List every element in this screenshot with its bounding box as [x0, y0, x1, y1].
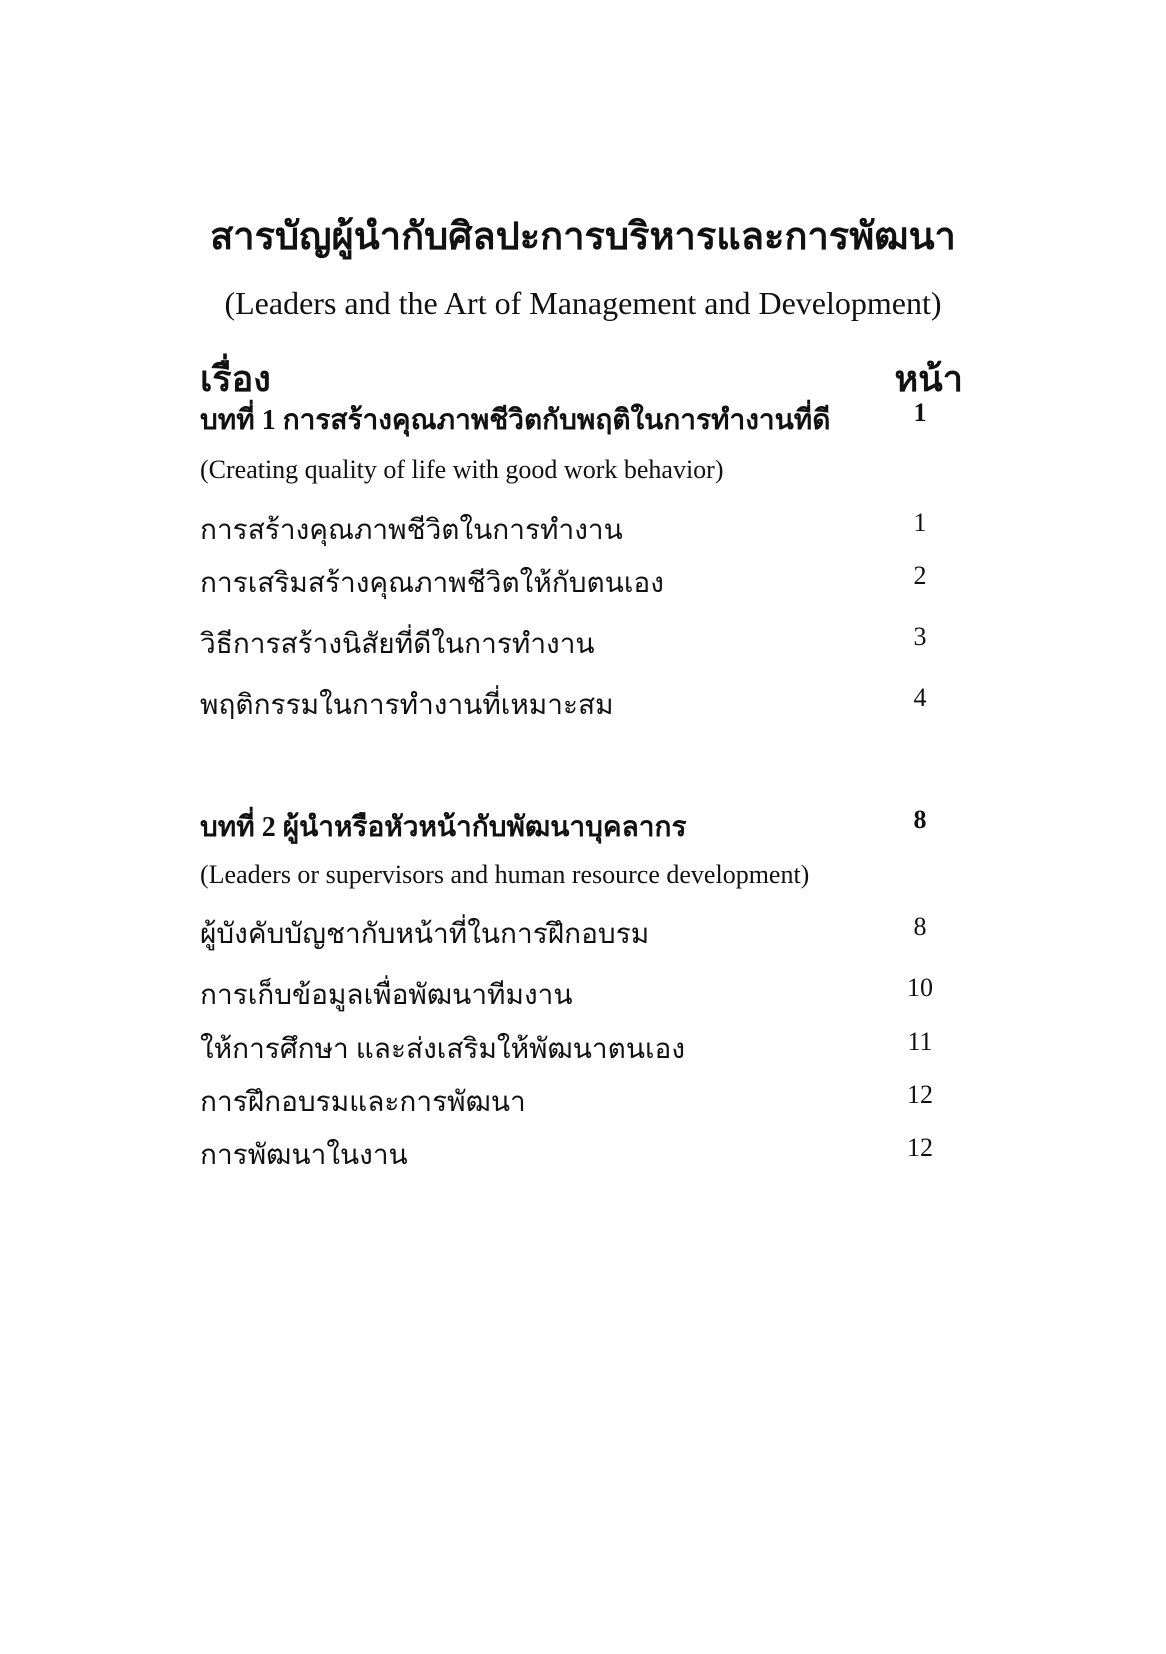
- toc-entry: [200, 1027, 940, 1067]
- toc-entry-page: 8: [913, 912, 927, 941]
- toc-entry-page: 12: [907, 1080, 933, 1109]
- page-title: สารบัญผู้นำกับศิลปะการบริหารและการพัฒนา: [210, 216, 956, 258]
- toc-entry: [200, 973, 940, 1013]
- topic-column-header: เรื่อง: [200, 359, 271, 399]
- chapter-heading: บทที่ 2 ผู้นำหรือหัวหน้ากับพัฒนาบุคลากร: [200, 812, 687, 843]
- page-column-header: หน้า: [894, 359, 963, 399]
- chapter-page-number: 1: [913, 398, 927, 427]
- chapter-1-heading-row: [200, 398, 940, 438]
- toc-entry-page: 3: [913, 622, 927, 651]
- toc-entry-page: 2: [913, 561, 927, 590]
- chapter-page-number: 8: [913, 805, 927, 834]
- toc-entry-label: การเก็บข้อมูลเพื่อพัฒนาทีมงาน: [200, 980, 573, 1011]
- toc-entry: [200, 508, 940, 548]
- chapter-1-english-row: [200, 455, 940, 495]
- toc-entry-page: 4: [913, 683, 927, 712]
- toc-entry: [200, 683, 940, 723]
- page-subtitle: (Leaders and the Art of Management and Development): [224, 285, 942, 321]
- toc-entry-label: การพัฒนาในงาน: [200, 1140, 408, 1171]
- toc-entry-page: 11: [907, 1027, 933, 1056]
- chapter-2-heading-row: [200, 805, 940, 845]
- toc-entry-label: การเสริมสร้างคุณภาพชีวิตให้กับตนเอง: [200, 568, 664, 599]
- toc-entry: [200, 1133, 940, 1173]
- toc-entry: [200, 622, 940, 662]
- toc-entry-page: 12: [907, 1133, 933, 1162]
- toc-entry-label: ผู้บังคับบัญชากับหน้าที่ในการฝึกอบรม: [200, 919, 650, 950]
- toc-entry-page: 1: [913, 508, 927, 537]
- toc-entry-label: วิธีการสร้างนิสัยที่ดีในการทำงาน: [200, 629, 595, 660]
- toc-entry-label: การสร้างคุณภาพชีวิตในการทำงาน: [200, 515, 623, 546]
- chapter-english-title: (Creating quality of life with good work behavior): [200, 455, 724, 484]
- toc-entry-page: 10: [907, 973, 933, 1002]
- chapter-2-english-row: [200, 860, 940, 900]
- toc-entry: [200, 561, 940, 601]
- toc-entry: [200, 912, 940, 952]
- toc-entry-label: ให้การศึกษา และส่งเสริมให้พัฒนาตนเอง: [200, 1034, 686, 1065]
- toc-entry-label: การฝึกอบรมและการพัฒนา: [200, 1087, 526, 1118]
- toc-entry: [200, 1080, 940, 1120]
- toc-entry-label: พฤติกรรมในการทำงานที่เหมาะสม: [200, 690, 614, 721]
- chapter-heading: บทที่ 1 การสร้างคุณภาพชีวิตกับพฤติในการทำงานที่ดี: [200, 405, 831, 436]
- chapter-english-title: (Leaders or supervisors and human resource development): [200, 860, 810, 889]
